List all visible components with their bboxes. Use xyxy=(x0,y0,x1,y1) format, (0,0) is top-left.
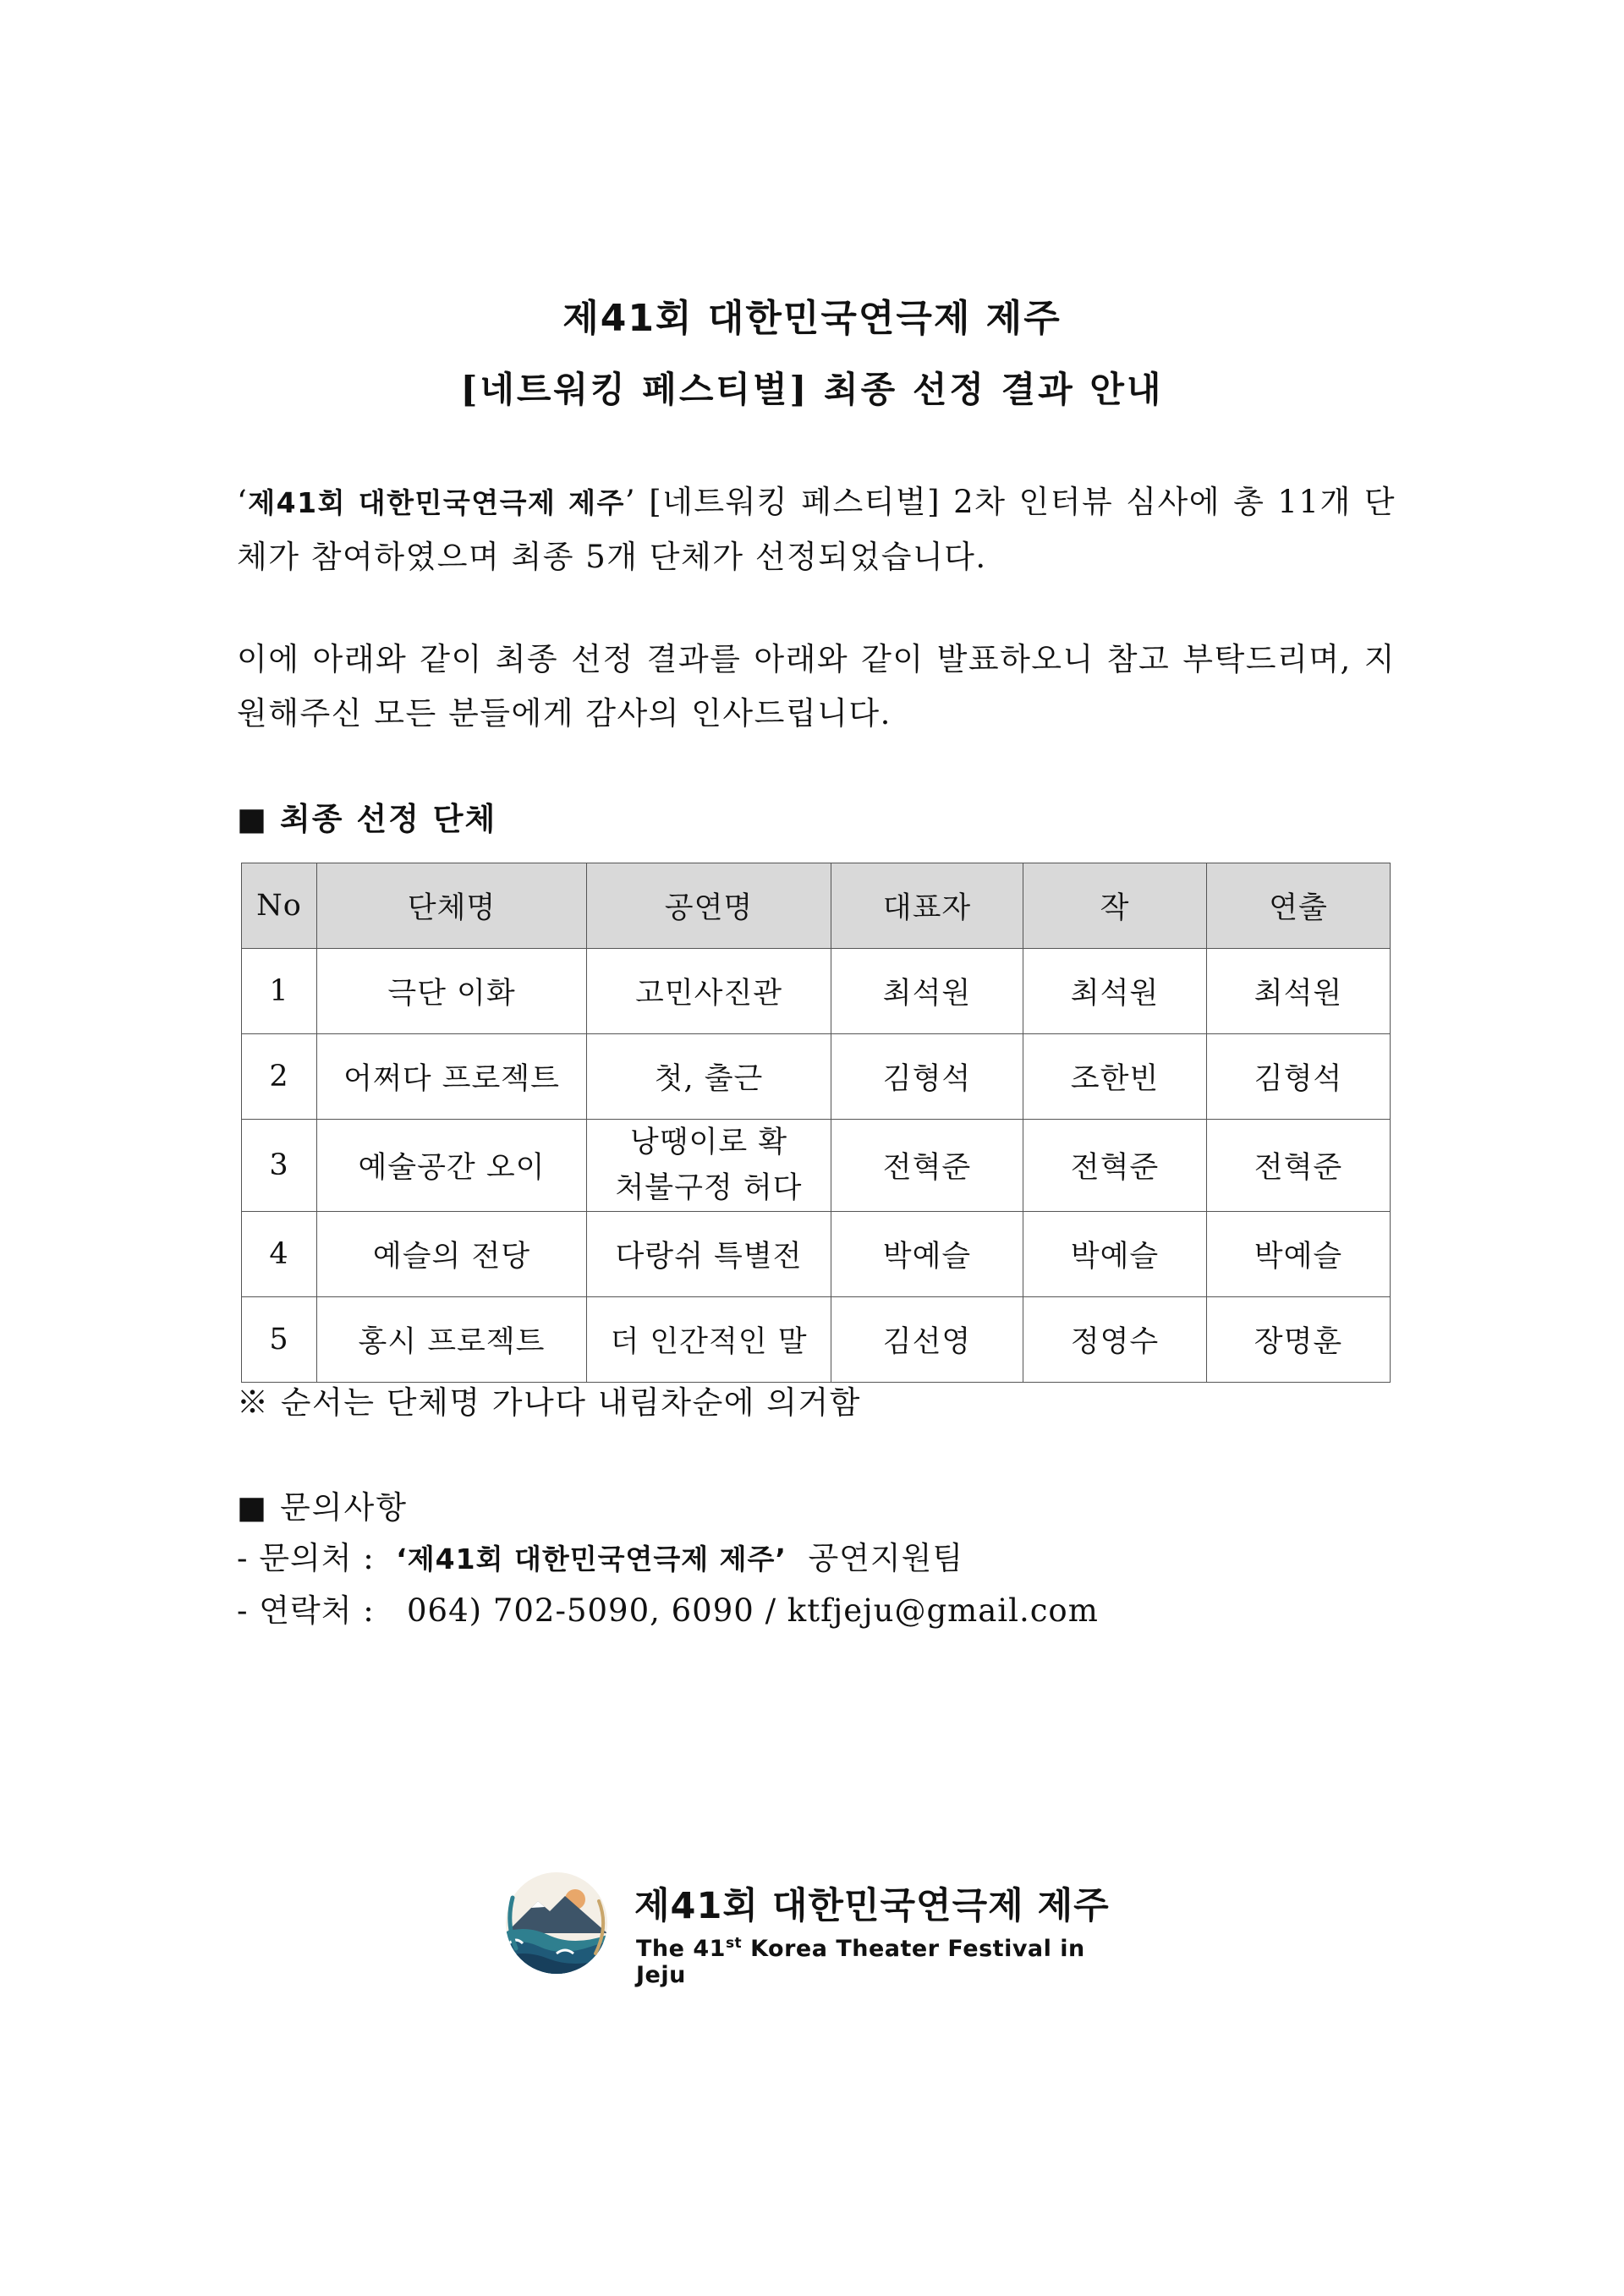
document-subtitle: [네트워킹 페스티벌] 최종 선정 결과 안내 xyxy=(460,369,1164,410)
org-label: - 문의처 : xyxy=(237,1540,375,1576)
header-writer: 작 xyxy=(1023,863,1207,949)
cell-performance: 첫, 출근 xyxy=(587,1034,831,1120)
selected-section-heading xyxy=(237,793,497,839)
cell-representative: 박예슬 xyxy=(831,1212,1023,1297)
document-title: 제41회 대한민국연극제 제주 xyxy=(562,297,1062,340)
cell-performance: 고민사진관 xyxy=(587,949,831,1034)
cell-group: 어쩌다 프로젝트 xyxy=(317,1034,587,1120)
cell-no: 5 xyxy=(242,1297,317,1383)
festival-logo xyxy=(497,1864,1132,1988)
intro-brand-name: 제41회 대한민국연극제 제주 xyxy=(248,486,625,519)
cell-performance xyxy=(587,1120,831,1212)
selection-table xyxy=(241,863,1391,1383)
inquiry-section-heading xyxy=(237,1482,408,1527)
org-close-quote: ’ xyxy=(775,1543,787,1575)
cell-director: 김형석 xyxy=(1207,1034,1391,1120)
contact-phone-line xyxy=(237,1585,1099,1630)
cell-group: 예술공간 오이 xyxy=(317,1120,587,1212)
square-bullet-icon: ■ xyxy=(237,1489,268,1526)
table-row xyxy=(242,1212,1391,1297)
intro-text: [네트워킹 페스티벌] 2차 인터뷰 심사에 총 11개 단체가 참여하였으며 최종 5개 단체가 선정되었습니다. xyxy=(237,484,1396,575)
selected-section-title: 최종 선정 단체 xyxy=(279,800,497,837)
cell-performance-line-2: 처불구정 허다 xyxy=(615,1171,803,1205)
cell-no: 1 xyxy=(242,949,317,1034)
cell-director: 전혁준 xyxy=(1207,1120,1391,1212)
cell-writer: 박예슬 xyxy=(1023,1212,1207,1297)
cell-writer: 전혁준 xyxy=(1023,1120,1207,1212)
header-group: 단체명 xyxy=(317,863,587,949)
inquiry-section-title: 문의사항 xyxy=(279,1489,408,1526)
table-row xyxy=(242,949,1391,1034)
logo-korean-name: 제41회 대한민국연극제 제주 xyxy=(634,1885,1110,1927)
phone-label: - 연락처 : xyxy=(237,1592,375,1629)
cell-writer: 최석원 xyxy=(1023,949,1207,1034)
cell-performance: 다랑쉬 특별전 xyxy=(587,1212,831,1297)
square-bullet-icon: ■ xyxy=(237,801,268,837)
cell-writer: 조한빈 xyxy=(1023,1034,1207,1120)
cell-representative: 김선영 xyxy=(831,1297,1023,1383)
org-team: 공연지원팀 xyxy=(808,1540,964,1576)
org-open-quote: ‘ xyxy=(396,1543,408,1575)
cell-writer: 정영수 xyxy=(1023,1297,1207,1383)
phone-email-value: 064) 702-5090, 6090 / ktfjeju@gmail.com xyxy=(407,1592,1099,1629)
cell-group: 예슬의 전당 xyxy=(317,1212,587,1297)
contact-organization-line xyxy=(237,1532,963,1578)
intro-close-quote: ’ xyxy=(624,484,637,520)
logo-en-ordinal: st xyxy=(725,1935,743,1952)
table-note: ※ 순서는 단체명 가나다 내림차순에 의거함 xyxy=(237,1384,861,1421)
cell-no: 2 xyxy=(242,1034,317,1120)
logo-en-suffix: Korea Theater Festival in Jeju xyxy=(636,1936,1085,1988)
table-row xyxy=(242,1034,1391,1120)
table-row xyxy=(242,1120,1391,1212)
logo-en-prefix: The 41 xyxy=(636,1936,726,1962)
logo-english-name xyxy=(636,1935,1132,1988)
cell-performance: 더 인간적인 말 xyxy=(587,1297,831,1383)
table-header-row xyxy=(242,863,1391,949)
header-no: No xyxy=(242,863,317,949)
cell-director: 장명훈 xyxy=(1207,1297,1391,1383)
cell-representative: 최석원 xyxy=(831,949,1023,1034)
org-brand-name: 제41회 대한민국연극제 제주 xyxy=(407,1543,776,1575)
cell-group: 극단 이화 xyxy=(317,949,587,1034)
header-director: 연출 xyxy=(1207,863,1391,949)
festival-emblem-icon xyxy=(497,1864,616,1982)
cell-director: 최석원 xyxy=(1207,949,1391,1034)
intro-open-quote: ‘ xyxy=(237,484,249,520)
cell-performance-line-1: 낭땡이로 확 xyxy=(629,1126,788,1159)
intro-paragraph xyxy=(237,475,1396,584)
cell-no: 3 xyxy=(242,1120,317,1212)
table-row xyxy=(242,1297,1391,1383)
header-representative: 대표자 xyxy=(831,863,1023,949)
cell-group: 홍시 프로젝트 xyxy=(317,1297,587,1383)
announcement-paragraph: 이에 아래와 같이 최종 선정 결과를 아래와 같이 발표하오니 참고 부탁드리며, 지원해주신 모든 분들에게 감사의 인사드립니다. xyxy=(237,641,1396,732)
cell-no: 4 xyxy=(242,1212,317,1297)
cell-director: 박예슬 xyxy=(1207,1212,1391,1297)
header-performance: 공연명 xyxy=(587,863,831,949)
cell-representative: 김형석 xyxy=(831,1034,1023,1120)
cell-representative: 전혁준 xyxy=(831,1120,1023,1212)
